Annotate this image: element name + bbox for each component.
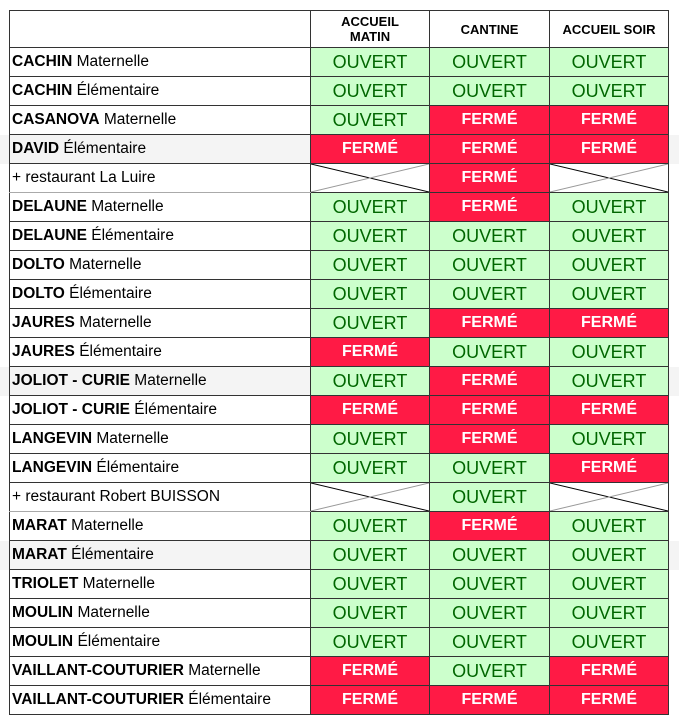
status-cantine: OUVERT — [430, 280, 550, 309]
school-type: Élémentaire — [72, 82, 160, 99]
not-applicable-cross — [311, 483, 429, 511]
table-row — [10, 628, 669, 657]
status-soir: FERMÉ — [550, 135, 669, 164]
school-name — [10, 48, 311, 77]
school-name-bold: MOULIN — [12, 633, 74, 650]
status-matin: OUVERT — [311, 425, 430, 454]
school-name — [10, 164, 311, 193]
school-type: Maternelle — [99, 111, 177, 128]
table-row — [10, 309, 669, 338]
school-name-bold: VAILLANT-COUTURIER — [12, 691, 184, 708]
school-name-bold: LANGEVIN — [12, 459, 93, 476]
status-cantine: OUVERT — [430, 222, 550, 251]
status-matin: OUVERT — [311, 599, 430, 628]
status-cantine: FERMÉ — [430, 686, 550, 715]
table-row — [10, 483, 669, 512]
school-type: Maternelle — [92, 430, 169, 447]
school-name-bold: JAURES — [12, 343, 75, 360]
status-cantine: OUVERT — [430, 251, 550, 280]
school-name-bold: JAURES — [12, 314, 75, 331]
school-name — [10, 338, 311, 367]
table-row — [10, 135, 669, 164]
school-type: + restaurant La Luire — [12, 169, 156, 186]
school-type: Élémentaire — [183, 691, 271, 708]
header-accueil-soir: ACCUEIL SOIR — [550, 11, 669, 48]
school-name — [10, 425, 311, 454]
status-soir: OUVERT — [550, 280, 669, 309]
school-type: Maternelle — [73, 604, 150, 621]
school-type: Élémentaire — [64, 285, 152, 302]
table-row — [10, 686, 669, 715]
status-soir: FERMÉ — [550, 657, 669, 686]
school-type: Maternelle — [86, 198, 164, 215]
status-matin: OUVERT — [311, 570, 430, 599]
status-soir: OUVERT — [550, 48, 669, 77]
status-soir: OUVERT — [550, 512, 669, 541]
table-row — [10, 657, 669, 686]
status-matin: OUVERT — [311, 193, 430, 222]
table-row — [10, 77, 669, 106]
status-soir: FERMÉ — [550, 396, 669, 425]
status-cantine: OUVERT — [430, 338, 550, 367]
table-row — [10, 338, 669, 367]
status-cantine: FERMÉ — [430, 512, 550, 541]
school-type: Maternelle — [78, 575, 155, 592]
school-name-bold: DOLTO — [12, 256, 65, 273]
school-name-bold: MARAT — [12, 517, 67, 534]
status-cantine: FERMÉ — [430, 135, 550, 164]
status-matin: OUVERT — [311, 367, 430, 396]
school-name — [10, 686, 311, 715]
school-name — [10, 396, 311, 425]
table-row — [10, 164, 669, 193]
header-cantine: CANTINE — [430, 11, 550, 48]
school-name — [10, 309, 311, 338]
status-soir: OUVERT — [550, 367, 669, 396]
school-name — [10, 512, 311, 541]
status-cantine: OUVERT — [430, 628, 550, 657]
school-name-bold: MOULIN — [12, 604, 74, 621]
table-row — [10, 280, 669, 309]
status-soir: OUVERT — [550, 425, 669, 454]
status-soir: OUVERT — [550, 541, 669, 570]
table-row — [10, 599, 669, 628]
table-row — [10, 396, 669, 425]
status-cantine: OUVERT — [430, 454, 550, 483]
status-cantine: FERMÉ — [430, 396, 550, 425]
status-cantine: FERMÉ — [430, 367, 550, 396]
status-soir: FERMÉ — [550, 106, 669, 135]
school-name — [10, 77, 311, 106]
school-name-bold: MARAT — [12, 546, 67, 563]
school-name-bold: LANGEVIN — [12, 430, 93, 447]
table-row — [10, 512, 669, 541]
status-matin: OUVERT — [311, 48, 430, 77]
status-cantine: OUVERT — [430, 657, 550, 686]
status-matin: OUVERT — [311, 628, 430, 657]
school-name-bold: CASANOVA — [12, 111, 100, 128]
school-type: Maternelle — [72, 53, 149, 70]
status-cantine: OUVERT — [430, 599, 550, 628]
school-name-bold: CACHIN — [12, 82, 73, 99]
status-cantine: OUVERT — [430, 483, 550, 512]
status-soir: OUVERT — [550, 628, 669, 657]
table-row — [10, 541, 669, 570]
table-row — [10, 367, 669, 396]
status-cantine: FERMÉ — [430, 106, 550, 135]
status-soir: OUVERT — [550, 338, 669, 367]
status-matin: OUVERT — [311, 77, 430, 106]
school-name-bold: JOLIOT - CURIE — [12, 401, 130, 418]
status-matin: FERMÉ — [311, 338, 430, 367]
header-label: ACCUEIL — [341, 14, 399, 29]
status-matin: FERMÉ — [311, 396, 430, 425]
school-name — [10, 106, 311, 135]
status-cantine: OUVERT — [430, 77, 550, 106]
school-name — [10, 541, 311, 570]
table-row — [10, 193, 669, 222]
status-matin: OUVERT — [311, 106, 430, 135]
status-soir: OUVERT — [550, 77, 669, 106]
status-cantine: FERMÉ — [430, 193, 550, 222]
school-name — [10, 570, 311, 599]
status-matin: OUVERT — [311, 222, 430, 251]
status-cantine: FERMÉ — [430, 425, 550, 454]
status-matin: OUVERT — [311, 251, 430, 280]
status-matin-na — [311, 483, 430, 512]
school-type: Élémentaire — [59, 140, 147, 157]
table-row — [10, 454, 669, 483]
school-type: Élémentaire — [66, 546, 154, 563]
status-cantine: FERMÉ — [430, 164, 550, 193]
school-name — [10, 251, 311, 280]
school-name — [10, 628, 311, 657]
status-matin: OUVERT — [311, 454, 430, 483]
school-type: Maternelle — [129, 372, 207, 389]
school-type: Élémentaire — [92, 459, 180, 476]
status-cantine: OUVERT — [430, 48, 550, 77]
status-matin: FERMÉ — [311, 135, 430, 164]
table-row — [10, 425, 669, 454]
status-soir: OUVERT — [550, 599, 669, 628]
status-soir-na — [550, 483, 669, 512]
school-name-bold: JOLIOT - CURIE — [12, 372, 130, 389]
school-name-bold: DELAUNE — [12, 227, 87, 244]
status-soir: FERMÉ — [550, 686, 669, 715]
status-cantine: OUVERT — [430, 570, 550, 599]
status-matin: OUVERT — [311, 309, 430, 338]
school-name — [10, 280, 311, 309]
school-name-bold: DELAUNE — [12, 198, 87, 215]
status-matin: FERMÉ — [311, 657, 430, 686]
school-type: Élémentaire — [86, 227, 174, 244]
school-name — [10, 483, 311, 512]
status-soir: FERMÉ — [550, 309, 669, 338]
status-soir: OUVERT — [550, 193, 669, 222]
header-label: MATIN — [349, 29, 391, 44]
school-name — [10, 193, 311, 222]
school-name — [10, 454, 311, 483]
not-applicable-cross — [550, 483, 668, 511]
status-soir: FERMÉ — [550, 454, 669, 483]
status-soir: OUVERT — [550, 570, 669, 599]
school-name-bold: TRIOLET — [12, 575, 79, 592]
not-applicable-cross — [311, 164, 429, 192]
school-type: + restaurant Robert BUISSON — [12, 488, 221, 505]
school-name — [10, 367, 311, 396]
school-type: Élémentaire — [74, 343, 162, 360]
school-type: Maternelle — [183, 662, 261, 679]
status-soir: OUVERT — [550, 222, 669, 251]
school-type: Maternelle — [64, 256, 142, 273]
school-name-bold: VAILLANT-COUTURIER — [12, 662, 184, 679]
school-type: Maternelle — [66, 517, 144, 534]
status-soir: OUVERT — [550, 251, 669, 280]
school-name — [10, 135, 311, 164]
table-row — [10, 48, 669, 77]
status-matin-na — [311, 164, 430, 193]
table-row — [10, 222, 669, 251]
status-matin: OUVERT — [311, 280, 430, 309]
table-row — [10, 106, 669, 135]
school-type: Maternelle — [74, 314, 152, 331]
status-cantine: OUVERT — [430, 541, 550, 570]
services-status-table — [9, 10, 669, 715]
status-matin: FERMÉ — [311, 686, 430, 715]
status-soir-na — [550, 164, 669, 193]
table-row — [10, 251, 669, 280]
school-type: Élémentaire — [73, 633, 161, 650]
header-school — [10, 11, 311, 48]
school-name-bold: CACHIN — [12, 53, 73, 70]
header-row — [10, 11, 669, 48]
school-name-bold: DAVID — [12, 140, 60, 157]
school-name — [10, 599, 311, 628]
header-accueil-matin — [311, 11, 430, 48]
status-cantine: FERMÉ — [430, 309, 550, 338]
school-type: Élémentaire — [129, 401, 217, 418]
table-row — [10, 570, 669, 599]
school-name — [10, 657, 311, 686]
not-applicable-cross — [550, 164, 668, 192]
status-matin: OUVERT — [311, 541, 430, 570]
school-name-bold: DOLTO — [12, 285, 65, 302]
status-matin: OUVERT — [311, 512, 430, 541]
school-name — [10, 222, 311, 251]
